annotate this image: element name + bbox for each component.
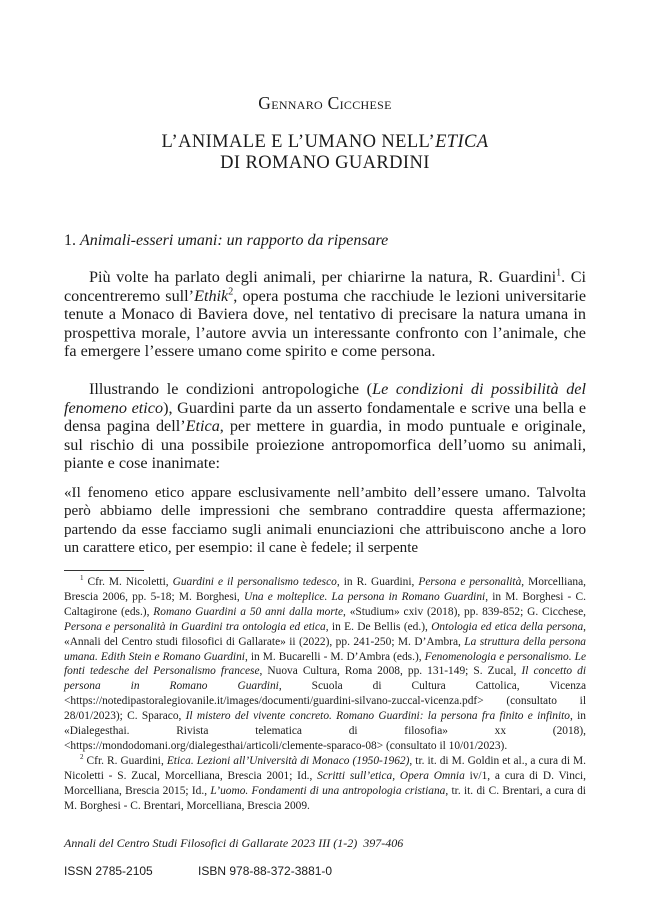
- footnote-number: 2: [80, 753, 84, 762]
- footnote-separator: [64, 570, 144, 571]
- paragraph-2-italic-2: Etica: [185, 417, 220, 436]
- isbn-number: ISBN 978-88-372-3881-0: [198, 864, 333, 878]
- paragraph-2-italic-1: Le condizioni di possibilità del fenomeno etico: [64, 380, 586, 417]
- section-title: Animali-esseri umani: un rapporto da ripensare: [80, 232, 389, 249]
- footnote-1: $^1$ Cfr. M. Nicoletti, Guardini e il personalismo tedesco, in R. Guardini, Persona e personalità, Morcelliana, Brescia 2006, pp. 5-18; M. Borghesi, Una e molteplice. La persona in Romano Guardini, in M. Borghesi - C. Caltagirone (eds.), Romano Guardini a 50 anni dalla morte, «Studium» cxiv (2018), pp. 839-852; G. Cicchese, Persona e personalità in Guardini tra ontologia ed etica, in E. De Bellis (ed.), Ontologia ed etica della persona, «Annali del Centro studi filosofici di Gallarate» ii (2022), pp. 241-250; M. D’Ambra, La struttura della persona umana. Edith Stein e Romano Guardini, in M. Bucarelli - M. D’Ambra (eds.), Fenomenologia e personalismo. Le fonti tedesche del Personalismo francese, Nuova Cultura, Roma 2008, pp. 131-149; S. Zucal, Il concetto di persona in Romano Guardini, Scuola di Cultura Cattolica, Vicenza <https://notedipastoralegiovanile.it/images/documenti/guardini-silvano-zuccal-vicenza.pdf> (consultato il 28/01/2023); C. Sparaco, Il mistero del vivente concreto. Romano Guardini: la persona fra finito e infinito, in «Dialegesthai. Rivista telematica di filosofia» xx (2018), <https://mondodomani.org/dialegesthai/articoli/clemente-sparaco-08> (consultato il 10/01/2023).: [64, 574, 587, 752]
- journal-year-issue: 2023 III (1-2): [288, 836, 358, 850]
- journal-name: Annali del Centro Studi Filosofici di Gallarate: [64, 836, 289, 850]
- footnote-ref-1[interactable]: 1: [556, 267, 562, 279]
- block-quote: «Il fenomeno etico appare esclusivamente nell’ambito dell’essere umano. Talvolta però abbiamo delle impressioni che sembrano contraddire questa affermazione; partendo da esse facciamo sugli animali enunciazioni che attribuiscono anche a loro un carattere etico, per esempio: il cane è fedele; il serpente: [64, 485, 586, 557]
- section-heading: [64, 232, 388, 250]
- article-title-line-2: DI ROMANO GUARDINI: [220, 153, 430, 173]
- paragraph-2: Illustrando le condizioni antropologiche (Le condizioni di possibilità del fenomeno etico), Guardini parte da un asserto fondamentale e scrive una bella e densa pagina dell’Etica, per mettere in guardia, in modo puntuale e originale, sul rischio di una possibile proiezione antropomorfica dell’uomo su animali, piante e cose inanimate:: [64, 380, 586, 473]
- footnotes: [64, 575, 586, 814]
- identifiers: [64, 864, 333, 878]
- journal-citation: [64, 836, 403, 851]
- issn-number: ISSN 2785-2105: [64, 864, 153, 878]
- journal-pages: 397-406: [363, 836, 404, 850]
- title-text: L’ANIMALE E L’UMANO NELL’: [161, 132, 436, 152]
- article-title-line-1: [0, 131, 650, 153]
- footnote-ref-2[interactable]: 2: [228, 286, 234, 298]
- title-italic-word: ETICA: [435, 132, 489, 152]
- paragraph-1: Più volte ha parlato degli animali, per chiarirne la natura, R. Guardini$^1$. Ci concentreremo sull’Ethik$^2$, opera postuma che racchiude le lezioni universitarie tenute a Monaco di Baviera dove, nel tentativo di precisare la natura umana in prospettiva morale, l’autore avvia un interessante confronto con l’animale, che fa emergere l’essere umano come spirito e come persona.: [64, 267, 586, 361]
- ethik-title: Ethik: [194, 286, 229, 305]
- author-name: Gennaro Cicchese: [258, 93, 392, 113]
- section-number: 1.: [64, 232, 76, 249]
- footnote-number: 1: [80, 574, 84, 583]
- footnote-2: $^2$ Cfr. R. Guardini, Etica. Lezioni all’Università di Monaco (1950-1962), tr. it. di M. Goldin et al., a cura di M. Nicoletti - S. Zucal, Morcelliana, Brescia 2001; Id., Scritti sull’etica, Opera Omnia iv/1, a cura di D. Vinci, Morcelliana, Brescia 2015; Id., L’uomo. Fondamenti di una antropologia cristiana, tr. it. di C. Brentari, a cura di M. Borghesi - C. Brentari, Morcelliana, Brescia 2009.: [64, 753, 587, 812]
